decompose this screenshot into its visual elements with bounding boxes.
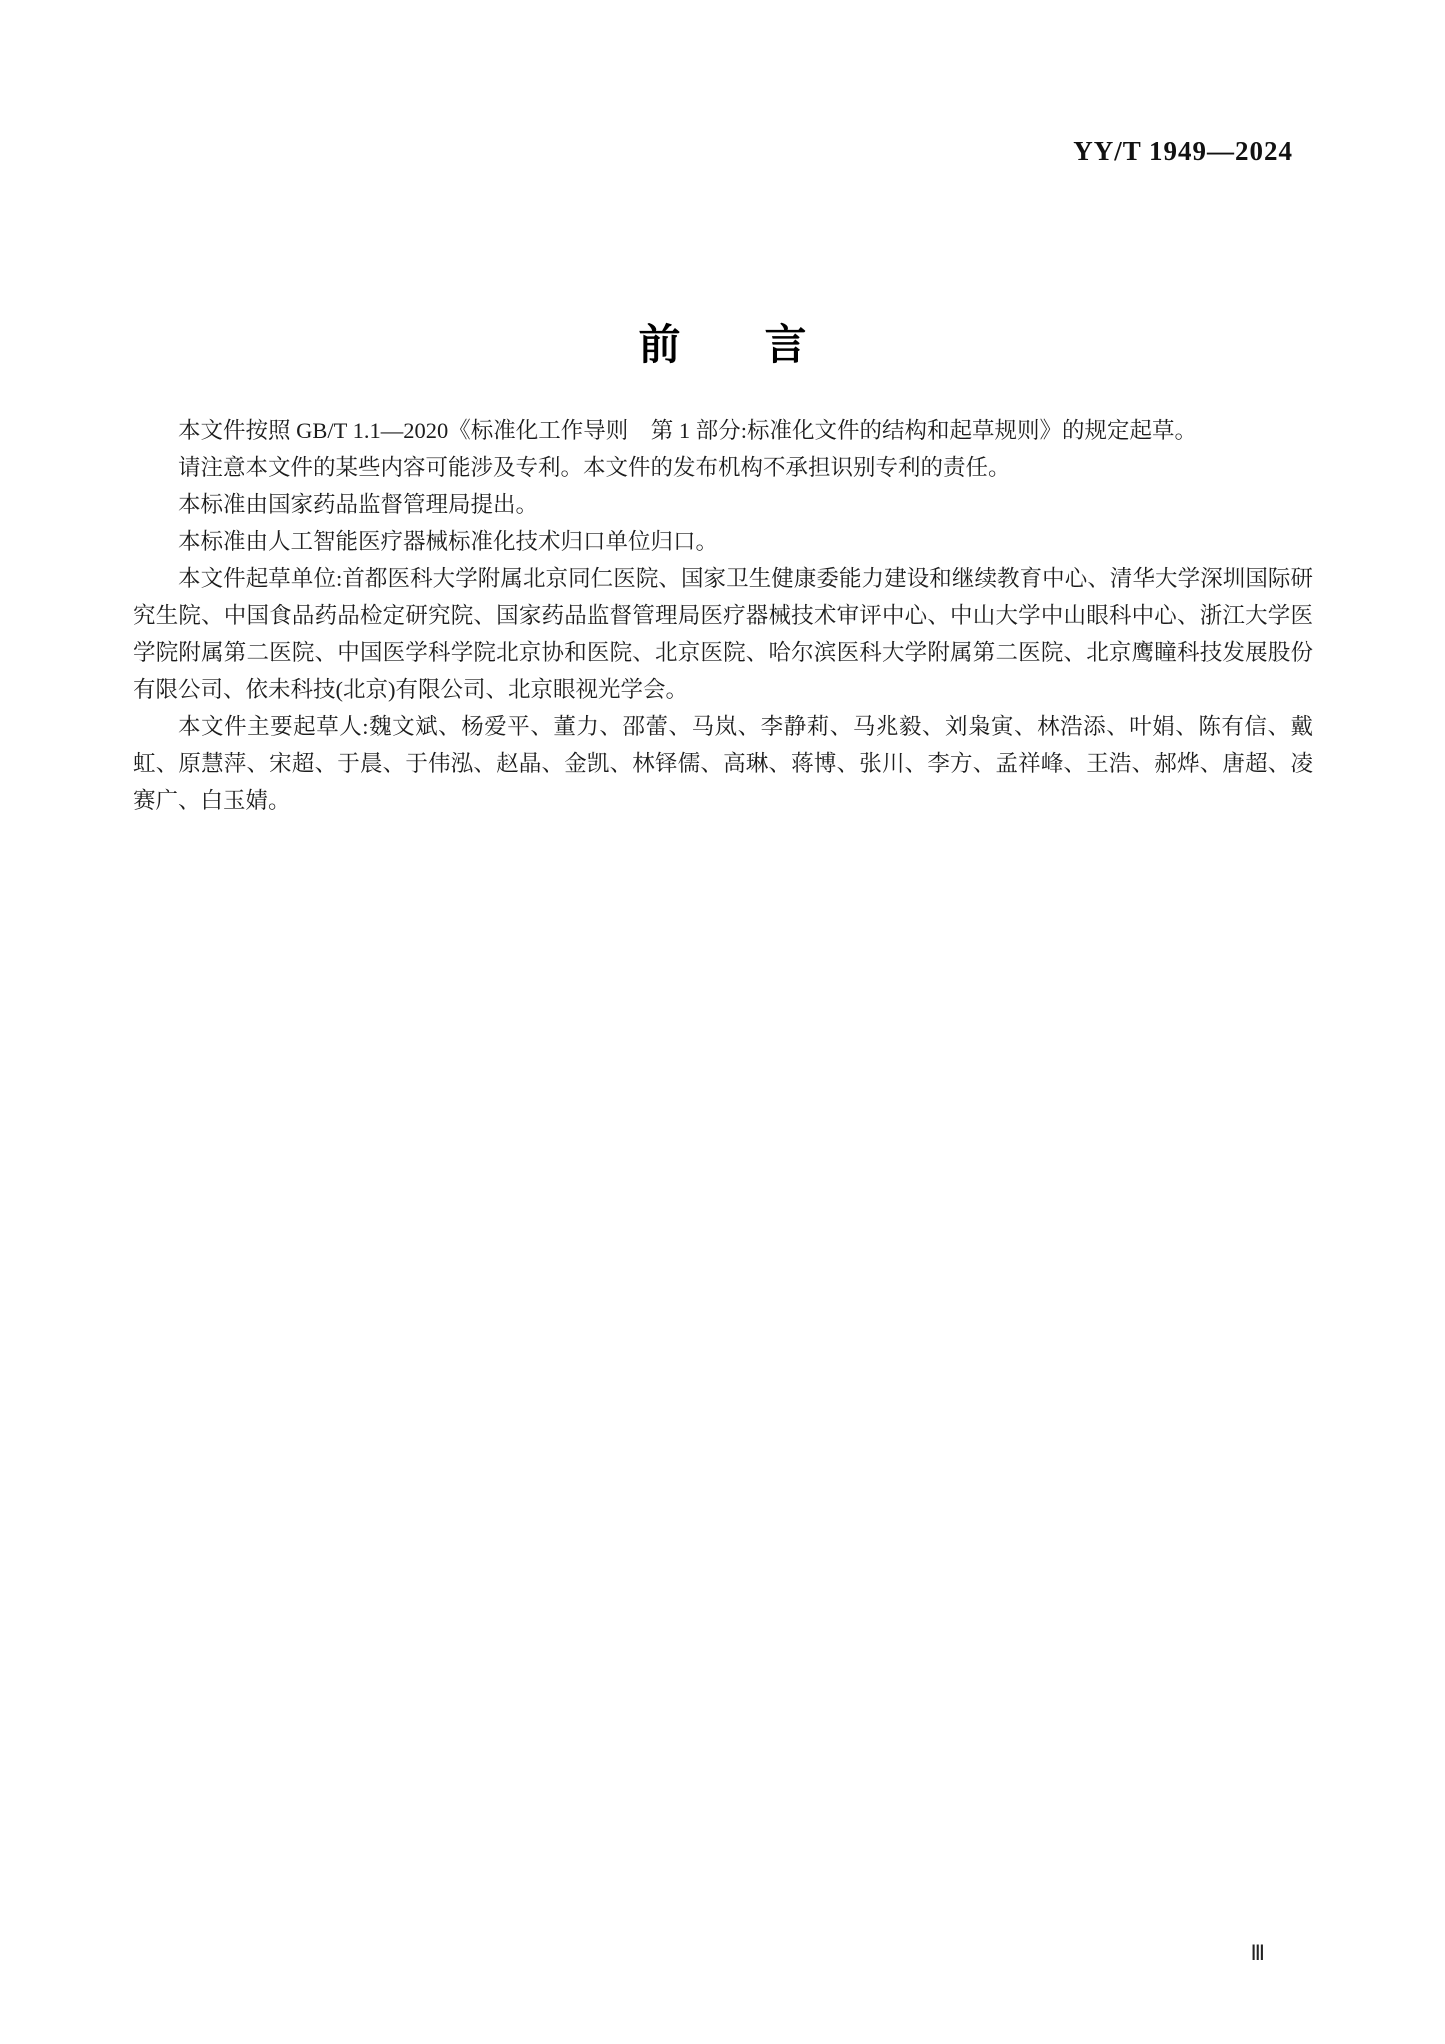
paragraph-drafting-rules: 本文件按照 GB/T 1.1—2020《标准化工作导则 第 1 部分:标准化文件的结构和起草规则》的规定起草。	[178, 418, 1197, 443]
foreword-body	[133, 412, 1313, 819]
standard-number-header: YY/T 1949—2024	[1073, 136, 1293, 166]
paragraph-main-drafters: 本文件主要起草人:魏文斌、杨爱平、董力、邵蕾、马岚、李静莉、马兆毅、刘枭寅、林浩添、叶娟、陈有信、戴虹、原慧萍、宋超、于晨、于伟泓、赵晶、金凯、林铎儒、高琳、蒋博、张川、李方、孟祥峰、王浩、郝烨、唐超、凌赛广、白玉婧。	[133, 714, 1313, 813]
paragraph-under-jurisdiction: 本标准由人工智能医疗器械标准化技术归口单位归口。	[178, 529, 719, 554]
page-number: Ⅲ	[1250, 1941, 1265, 1965]
paragraph-proposed-by: 本标准由国家药品监督管理局提出。	[178, 492, 539, 517]
paragraph-drafting-organizations: 本文件起草单位:首都医科大学附属北京同仁医院、国家卫生健康委能力建设和继续教育中心、清华大学深圳国际研究生院、中国食品药品检定研究院、国家药品监督管理局医疗器械技术审评中心、中山大学中山眼科中心、浙江大学医学院附属第二医院、中国医学科学院北京协和医院、北京医院、哈尔滨医科大学附属第二医院、北京鹰瞳科技发展股份有限公司、依未科技(北京)有限公司、北京眼视光学会。	[133, 566, 1313, 702]
page-title: 前 言	[638, 321, 807, 369]
paragraph-patent-notice: 请注意本文件的某些内容可能涉及专利。本文件的发布机构不承担识别专利的责任。	[178, 455, 1011, 480]
